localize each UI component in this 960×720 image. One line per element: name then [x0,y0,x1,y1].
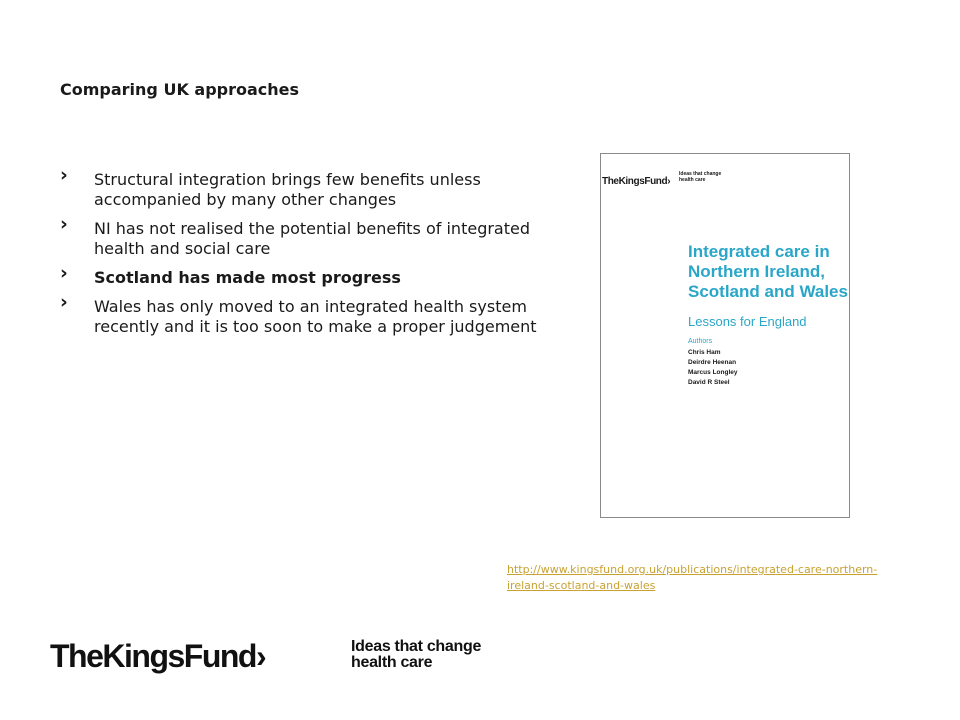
chevron-right-icon: › [60,262,68,284]
bullet-item [60,164,560,210]
bullet-text: NI has not realised the potential benefits of integrated health and social care [94,219,530,258]
report-cover-image [600,153,850,518]
chevron-right-icon: › [60,213,68,235]
bullet-item [60,291,560,337]
cover-authors-list [688,348,737,388]
source-link[interactable]: http://www.kingsfund.org.uk/publications/integrated-care-northern-ireland-scotland-and-wales [507,563,878,592]
bullet-item [60,213,560,259]
bullet-text: Scotland has made most progress [94,268,401,287]
cover-title: Integrated care in Northern Ireland, Scotland and Wales [688,242,848,301]
kings-fund-logo: TheKingsFund› [50,638,266,674]
slide-title: Comparing UK approaches [60,80,300,99]
footer-tagline-line: health care [351,654,433,671]
bullet-text: Structural integration brings few benefits unless accompanied by many other changes [94,170,481,209]
cover-subtitle: Lessons for England [688,314,807,329]
cover-tagline: Ideas that change health care [679,171,722,183]
cover-author: David R Steel [688,379,730,386]
bullet-text: Wales has only moved to an integrated health system recently and it is too soon to make a proper judgement [94,297,537,336]
cover-author: Chris Ham [688,349,721,356]
cover-author: Deirdre Heenan [688,359,737,366]
footer-tagline [351,639,481,671]
cover-author: Marcus Longley [688,369,738,376]
footer-tagline-line: Ideas that change [351,638,482,655]
chevron-right-icon: › [60,291,68,313]
cover-authors-label: Authors [688,338,713,345]
bullet-list [60,164,560,346]
chevron-right-icon: › [60,164,68,186]
cover-brand-logo: TheKingsFund› [602,176,671,187]
bullet-item [60,262,560,288]
